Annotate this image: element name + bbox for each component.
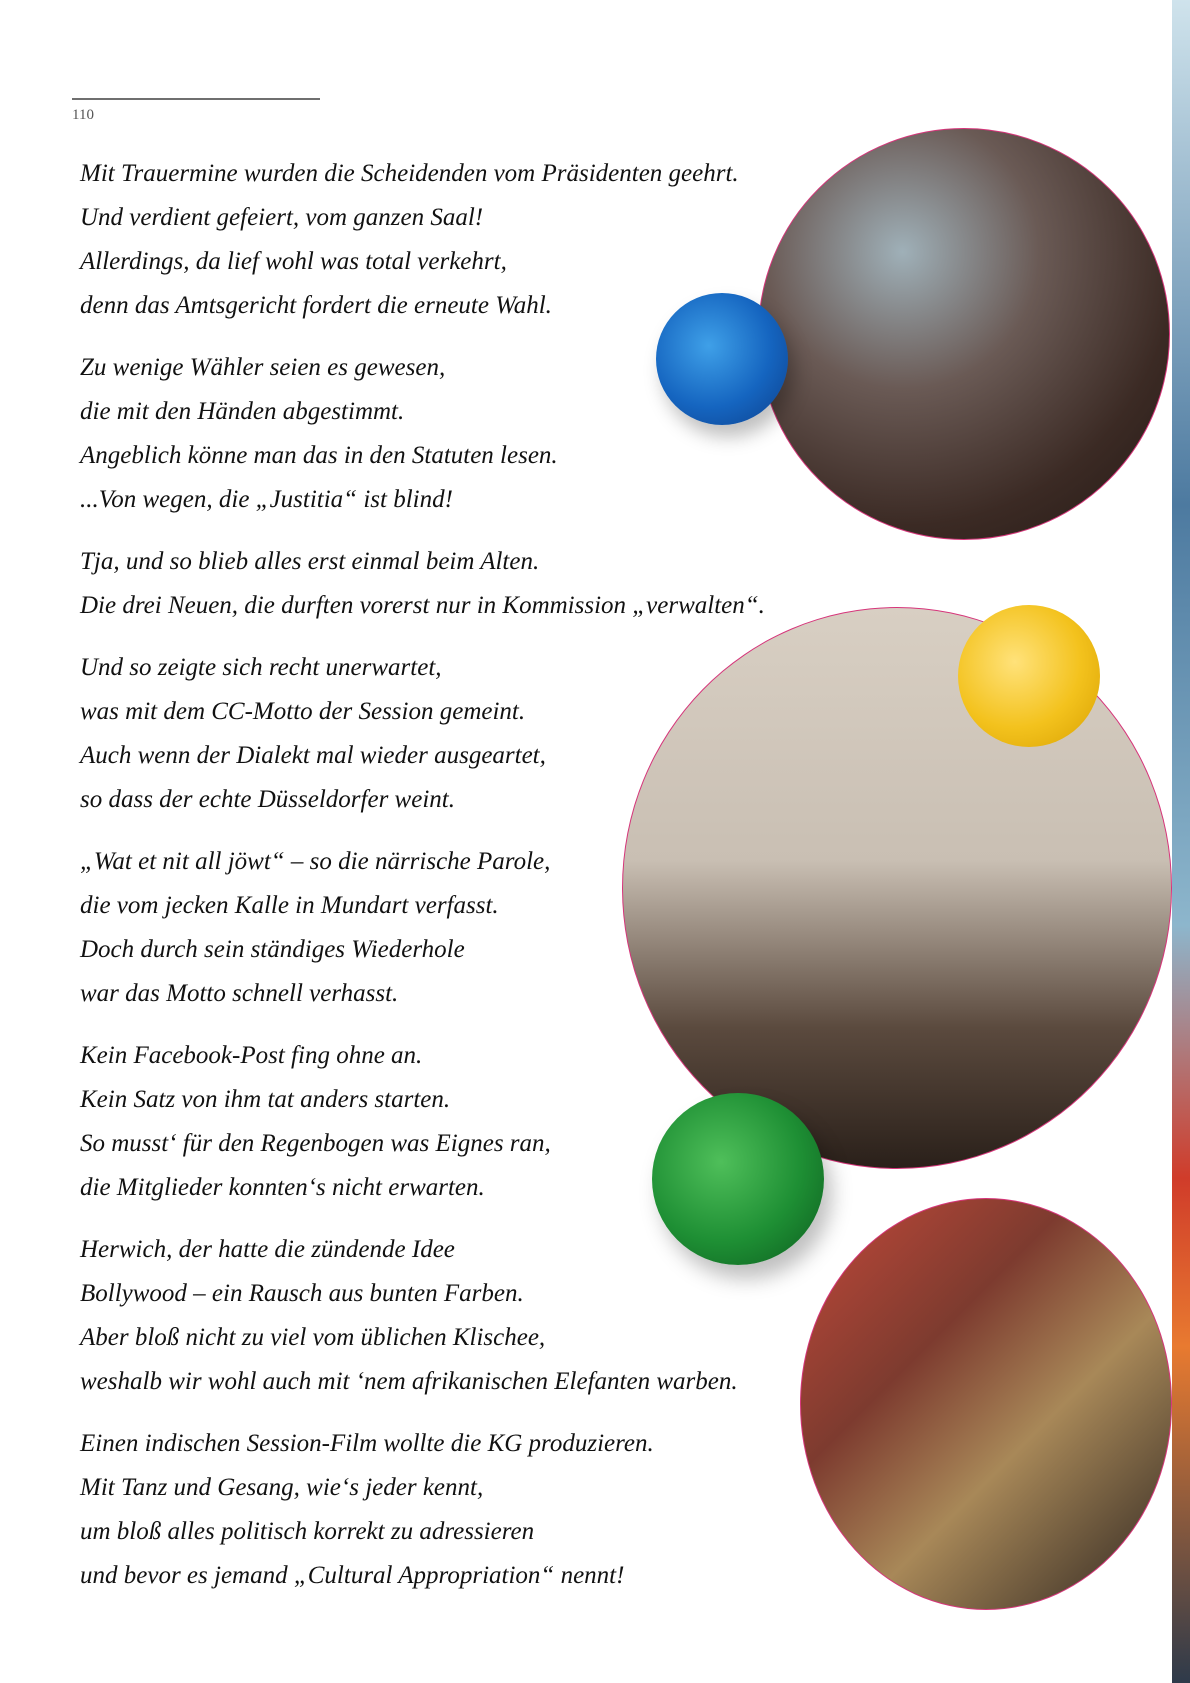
poem-line: Tja, und so blieb alles erst einmal beim Alten. [80,548,540,575]
poem-line: so dass der echte Düsseldorfer weint. [80,786,455,813]
photo-man-writing-at-table [758,128,1170,540]
stanza [80,540,800,628]
adjacent-page-edge [1172,0,1190,1683]
poem-line: Die drei Neuen, die durften vorerst nur in Kommission „verwalten“. [80,592,765,619]
poem-line: denn das Amtsgericht fordert die erneute Wahl. [80,292,552,319]
photo-man-in-top-hat [800,1198,1172,1610]
poem-line: und bevor es jemand „Cultural Appropriation“ nennt! [80,1562,625,1589]
poem [80,152,800,1616]
poem-line: Mit Tanz und Gesang, wie‘s jeder kennt, [80,1474,484,1501]
poem-line: die Mitglieder konnten‘s nicht erwarten. [80,1174,485,1201]
poem-line: Herwich, der hatte die zündende Idee [80,1236,455,1263]
stanza [80,1034,800,1210]
poem-line: Bollywood – ein Rausch aus bunten Farben. [80,1280,524,1307]
poem-line: Allerdings, da lief wohl was total verkehrt, [80,248,507,275]
poem-line: Angeblich könne man das in den Statuten lesen. [80,442,558,469]
stanza [80,152,800,328]
poem-line: „Wat et nit all jöwt“ – so die närrische Parole, [80,848,551,875]
poem-line: Und so zeigte sich recht unerwartet, [80,654,442,681]
yellow-confetti-ball-decoration [958,605,1100,747]
page-number: 110 [72,107,94,123]
poem-line: war das Motto schnell verhasst. [80,980,399,1007]
poem-line: Mit Trauermine wurden die Scheidenden vom Präsidenten geehrt. [80,160,739,187]
poem-line: Und verdient gefeiert, vom ganzen Saal! [80,204,484,231]
poem-line: Aber bloß nicht zu viel vom üblichen Klischee, [80,1324,546,1351]
poem-line: die vom jecken Kalle in Mundart verfasst. [80,892,499,919]
poem-line: Einen indischen Session-Film wollte die KG produzieren. [80,1430,654,1457]
stanza [80,646,800,822]
top-rule [72,98,320,100]
stanza [80,840,800,1016]
poem-line: um bloß alles politisch korrekt zu adressieren [80,1518,535,1545]
poem-line: Kein Facebook-Post fing ohne an. [80,1042,423,1069]
poem-line: die mit den Händen abgestimmt. [80,398,405,425]
stanza [80,1228,800,1404]
poem-line: Doch durch sein ständiges Wiederhole [80,936,465,963]
stanza [80,346,800,522]
poem-line: was mit dem CC-Motto der Session gemeint. [80,698,526,725]
stanza [80,1422,800,1598]
poem-line: Auch wenn der Dialekt mal wieder ausgeartet, [80,742,546,769]
poem-line: weshalb wir wohl auch mit ‘nem afrikanischen Elefanten warben. [80,1368,738,1395]
poem-line: ...Von wegen, die „Justitia“ ist blind! [80,486,453,513]
poem-line: Kein Satz von ihm tat anders starten. [80,1086,451,1113]
poem-line: So musst‘ für den Regenbogen was Eignes ran, [80,1130,551,1157]
poem-line: Zu wenige Wähler seien es gewesen, [80,354,446,381]
